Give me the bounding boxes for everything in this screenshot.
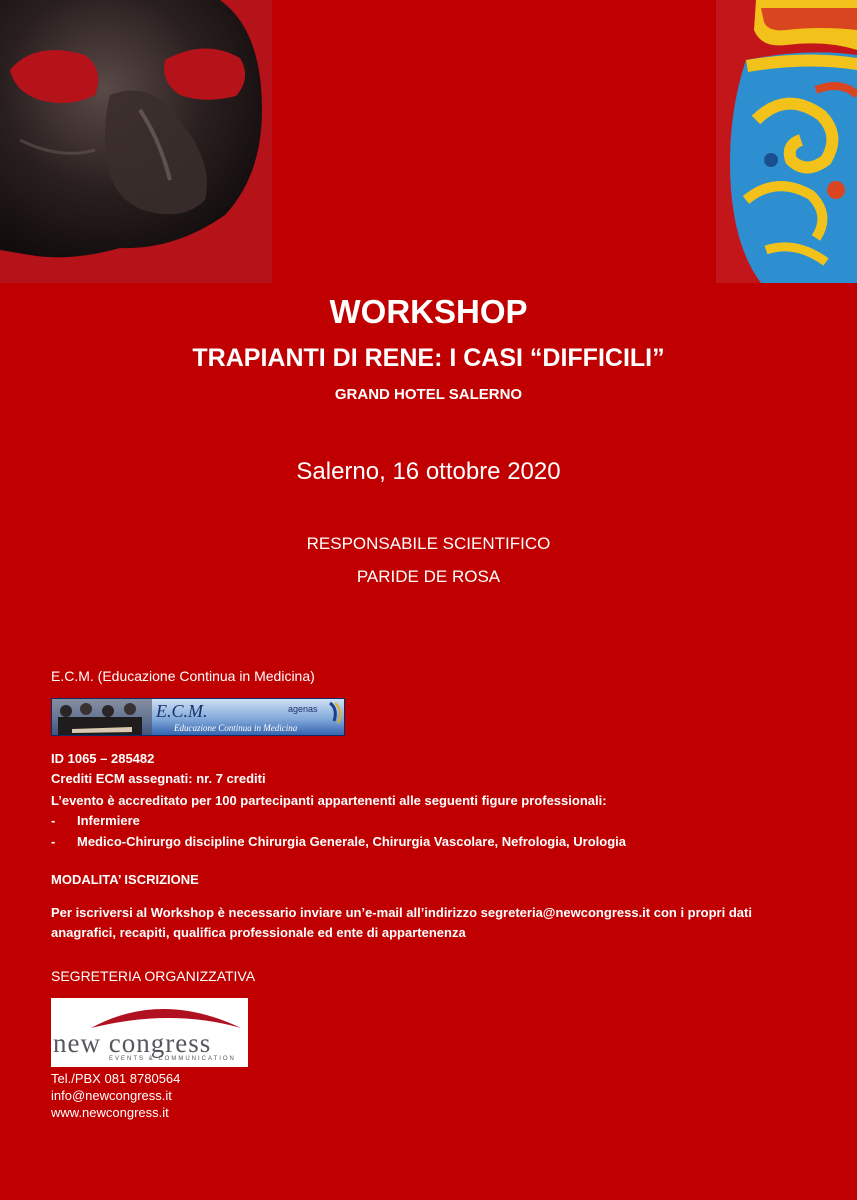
scientific-director-name: PARIDE DE ROSA: [356, 567, 501, 586]
accreditation-text: L’evento è accreditato per 100 partecipanti appartenenti alle seguenti figure professionali:: [51, 793, 607, 808]
ecm-banner-subtitle: Educazione Continua in Medicina: [174, 723, 298, 733]
list-bullet: -: [51, 834, 56, 849]
scientific-director-label: RESPONSABILE SCIENTIFICO: [306, 534, 551, 553]
secretariat-title: SEGRETERIA ORGANIZZATIVA: [51, 968, 256, 984]
ecm-credits: Crediti ECM assegnati: nr. 7 crediti: [51, 771, 266, 786]
event-id: ID 1065 – 285482: [51, 751, 155, 766]
logo-tagline: EVENTS & COMMUNICATION: [109, 1056, 236, 1062]
registration-text: Per iscriversi al Workshop è necessario inviare un’e-mail all’indirizzo segreteria@newcongress.it con i propri dati anagrafici, recapiti, qualifica professionale ed ente di appartenenza: [51, 905, 752, 940]
profession-label: Medico-Chirurgo discipline Chirurgia Generale, Chirurgia Vascolare, Nefrologia, Urologia: [77, 834, 627, 849]
carnival-mask-icon: [0, 0, 272, 283]
ceramic-vase-icon: [716, 0, 857, 283]
list-item: [51, 813, 140, 828]
new-congress-logo: [51, 998, 248, 1067]
logo-text: new congress: [53, 1028, 212, 1058]
ecm-banner: [51, 698, 345, 736]
phone-number: Tel./PBX 081 8780564: [51, 1071, 181, 1086]
event-date: Salerno, 16 ottobre 2020: [296, 458, 561, 485]
agenas-brand: agenas: [288, 704, 318, 714]
ceramic-vase-image: [716, 0, 857, 283]
venue-label: GRAND HOTEL SALERNO: [334, 386, 523, 403]
registration-title: MODALITA’ ISCRIZIONE: [51, 872, 199, 887]
website-link[interactable]: www.newcongress.it: [51, 1105, 169, 1120]
workshop-subtitle: TRAPIANTI DI RENE: I CASI “DIFFICILI”: [192, 344, 665, 372]
profession-label: Infermiere: [77, 813, 140, 828]
page-title: WORKSHOP: [329, 293, 528, 330]
list-item: [51, 834, 626, 849]
email-address[interactable]: info@newcongress.it: [51, 1088, 172, 1103]
ecm-heading: E.C.M. (Educazione Continua in Medicina): [51, 668, 315, 684]
list-bullet: -: [51, 813, 56, 828]
ecm-banner-title: E.C.M.: [156, 701, 208, 721]
carnival-mask-image: [0, 0, 272, 283]
